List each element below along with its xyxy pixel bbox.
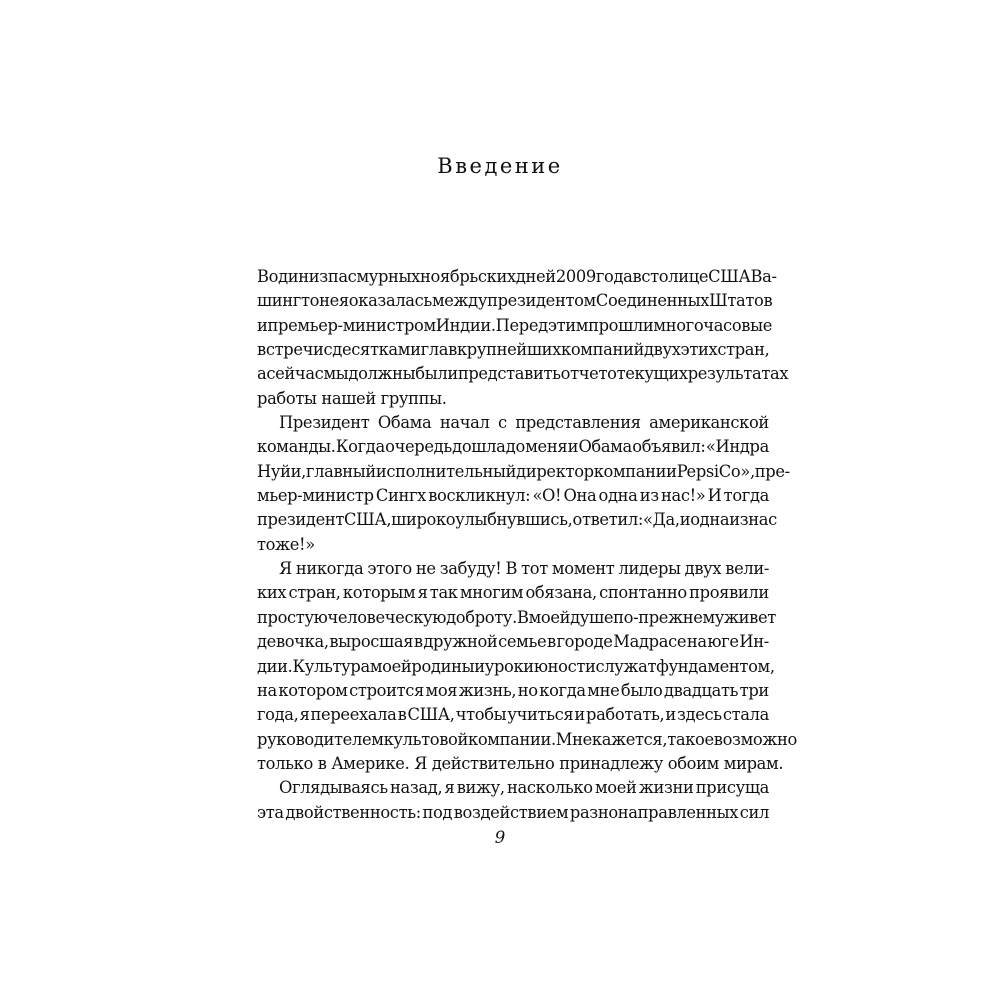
word: тот bbox=[521, 559, 548, 579]
word: встречи bbox=[257, 340, 324, 360]
word: обоим bbox=[667, 753, 719, 773]
word: моей bbox=[528, 607, 571, 627]
word: PepsiCo», bbox=[676, 461, 755, 481]
word: культовой bbox=[383, 729, 469, 749]
word: Ин- bbox=[739, 632, 769, 652]
body-text bbox=[257, 265, 797, 825]
word: я bbox=[417, 583, 428, 603]
word: стран, bbox=[288, 583, 341, 603]
word: работать, bbox=[586, 705, 665, 725]
word: вижу, bbox=[456, 778, 505, 798]
word: были bbox=[415, 364, 458, 384]
word: не bbox=[415, 559, 436, 579]
text-line bbox=[257, 484, 769, 508]
word: Мадрасе bbox=[613, 632, 687, 652]
word: с bbox=[498, 413, 507, 433]
word: в bbox=[546, 632, 556, 652]
word: двух bbox=[643, 340, 681, 360]
word: ноябрьских bbox=[420, 267, 516, 286]
text-line bbox=[257, 557, 769, 581]
word: американской bbox=[649, 413, 769, 433]
word: В bbox=[257, 267, 269, 286]
word: команды. bbox=[257, 437, 336, 457]
word: двойственность: bbox=[285, 802, 421, 822]
word: которым bbox=[342, 583, 416, 603]
word: оказалась bbox=[348, 291, 432, 311]
word: одна bbox=[690, 510, 730, 530]
word: тогда bbox=[723, 486, 769, 506]
word: представить bbox=[457, 364, 561, 384]
word: текущих bbox=[616, 364, 688, 384]
word: проявили bbox=[689, 583, 769, 603]
text-line bbox=[257, 752, 784, 776]
word: результатах bbox=[687, 364, 789, 384]
word: этих bbox=[680, 340, 718, 360]
word: должны bbox=[348, 364, 416, 384]
word: один bbox=[268, 267, 309, 286]
text-line bbox=[257, 362, 789, 386]
word: родины bbox=[411, 656, 475, 676]
word: дошла bbox=[452, 437, 506, 457]
text-line bbox=[257, 387, 769, 411]
word: в bbox=[632, 267, 642, 286]
word: я bbox=[338, 291, 349, 311]
word: насколько bbox=[507, 778, 593, 798]
word: моей bbox=[369, 656, 412, 676]
word: до bbox=[505, 437, 525, 457]
text-line bbox=[257, 581, 769, 605]
word: группы. bbox=[380, 388, 447, 408]
word: широко bbox=[391, 510, 456, 530]
word: момент bbox=[551, 559, 615, 579]
word: года bbox=[595, 267, 633, 286]
word: из bbox=[639, 486, 659, 506]
word: исполнительный bbox=[375, 461, 517, 481]
word: работы bbox=[257, 388, 317, 408]
word: многочасовые bbox=[653, 315, 772, 335]
word: компаний bbox=[561, 340, 644, 360]
word: дии. bbox=[257, 656, 293, 676]
word: под bbox=[422, 802, 453, 822]
word: Культура bbox=[292, 656, 370, 676]
word: разнонаправленных bbox=[569, 802, 739, 822]
word: по-прежнему bbox=[613, 607, 725, 627]
word: юности bbox=[533, 656, 596, 676]
word: нас!» bbox=[660, 486, 706, 506]
word: Оглядываясь bbox=[279, 778, 388, 798]
word: ких bbox=[257, 583, 287, 603]
word: тоже!» bbox=[257, 534, 315, 554]
text-line bbox=[257, 703, 769, 727]
word: этого bbox=[367, 559, 412, 579]
word: столице bbox=[641, 267, 709, 286]
word: доброту. bbox=[446, 607, 517, 627]
word: такое bbox=[667, 729, 714, 749]
word: живет bbox=[724, 607, 776, 627]
word: никогда bbox=[295, 559, 364, 579]
text-line bbox=[257, 338, 769, 362]
text-line bbox=[257, 289, 773, 313]
word: мы bbox=[323, 364, 349, 384]
word: но bbox=[517, 680, 538, 700]
word: двадцать bbox=[663, 680, 739, 700]
word: премьер-министром bbox=[267, 315, 436, 335]
word: уроки bbox=[484, 656, 534, 676]
word: городе bbox=[556, 632, 613, 652]
word: десятками bbox=[332, 340, 421, 360]
word: здесь bbox=[677, 705, 722, 725]
word: шингтоне bbox=[257, 291, 339, 311]
word: чтобы bbox=[455, 705, 507, 725]
word: Америке. bbox=[331, 753, 410, 773]
word: прошли bbox=[588, 315, 654, 335]
word: нашей bbox=[321, 388, 376, 408]
word: мьер-министр bbox=[257, 486, 374, 506]
word: служат bbox=[595, 656, 657, 676]
word: 2009 bbox=[555, 267, 596, 286]
word: США bbox=[708, 267, 751, 286]
word: Она bbox=[563, 486, 597, 506]
word: «Да, bbox=[643, 510, 680, 530]
word: девочка, bbox=[257, 632, 329, 652]
word: я bbox=[444, 778, 455, 798]
word: а bbox=[257, 364, 267, 384]
word: на bbox=[257, 680, 277, 700]
word: Обама bbox=[578, 437, 632, 457]
text-line bbox=[257, 314, 772, 338]
word: Я bbox=[279, 559, 292, 579]
word: и bbox=[567, 437, 579, 457]
word: юге bbox=[707, 632, 739, 652]
word: ответил: bbox=[572, 510, 643, 530]
word: директор bbox=[516, 461, 594, 481]
word: и bbox=[679, 510, 691, 530]
word: Президент bbox=[279, 413, 370, 433]
word: и bbox=[257, 315, 268, 335]
word: руководителем bbox=[257, 729, 384, 749]
text-line bbox=[257, 728, 797, 752]
word: Индии. bbox=[435, 315, 496, 335]
word: этим bbox=[547, 315, 589, 335]
word: о bbox=[607, 364, 617, 384]
word: возможно bbox=[713, 729, 797, 749]
word: кажется, bbox=[591, 729, 668, 749]
word: простую bbox=[257, 607, 328, 627]
word: вели- bbox=[725, 559, 769, 579]
word: компании. bbox=[468, 729, 556, 749]
word: в bbox=[413, 632, 423, 652]
word: стала bbox=[722, 705, 769, 725]
word: Я bbox=[414, 753, 428, 773]
word: три bbox=[739, 680, 769, 700]
word: принадлежу bbox=[559, 753, 663, 773]
word: и bbox=[574, 705, 585, 725]
word: сейчас bbox=[266, 364, 324, 384]
word: Ва- bbox=[750, 267, 777, 286]
word: отчет bbox=[560, 364, 608, 384]
word: пасмурных bbox=[327, 267, 420, 286]
text-line bbox=[257, 460, 790, 484]
text-line bbox=[257, 606, 776, 630]
word: крупнейших bbox=[456, 340, 562, 360]
word: одна bbox=[598, 486, 638, 506]
word: жизнь, bbox=[458, 680, 517, 700]
word: действительно bbox=[431, 753, 555, 773]
word: мирам. bbox=[723, 753, 784, 773]
text-line bbox=[257, 801, 769, 825]
word: Перед bbox=[495, 315, 548, 335]
word: США, bbox=[407, 705, 455, 725]
word: переехала bbox=[310, 705, 397, 725]
word: учиться bbox=[507, 705, 574, 725]
text-line bbox=[257, 508, 777, 532]
word: президент bbox=[257, 510, 345, 530]
word: года, bbox=[257, 705, 299, 725]
text-line bbox=[257, 655, 775, 679]
word: Мне bbox=[555, 729, 592, 749]
page-title: Введение bbox=[437, 154, 563, 178]
word: Штатов bbox=[709, 291, 773, 311]
word: на bbox=[686, 632, 707, 652]
word: из bbox=[308, 267, 328, 286]
word: очередь bbox=[385, 437, 452, 457]
word: я bbox=[299, 705, 310, 725]
word: двух bbox=[684, 559, 722, 579]
word: многим bbox=[459, 583, 524, 603]
word: «Индра bbox=[705, 437, 769, 457]
word: главный bbox=[305, 461, 376, 481]
word: было bbox=[620, 680, 663, 700]
word: глав bbox=[420, 340, 457, 360]
text-line bbox=[257, 533, 769, 557]
word: котором bbox=[278, 680, 348, 700]
word: и bbox=[665, 705, 676, 725]
word: жизни bbox=[638, 778, 694, 798]
word: с bbox=[323, 340, 333, 360]
word: человеческую bbox=[327, 607, 447, 627]
word: воскликнул: bbox=[428, 486, 531, 506]
word: пре- bbox=[754, 461, 790, 481]
word: Нуйи, bbox=[257, 461, 306, 481]
word: и bbox=[474, 656, 485, 676]
word: президентом bbox=[487, 291, 596, 311]
word: компании bbox=[593, 461, 677, 481]
word: нас bbox=[748, 510, 777, 530]
page-number: 9 bbox=[494, 828, 506, 847]
word: Сингх bbox=[375, 486, 426, 506]
text-line bbox=[257, 679, 769, 703]
word: мне bbox=[587, 680, 620, 700]
word: присуща bbox=[695, 778, 769, 798]
word: США, bbox=[344, 510, 392, 530]
word: Обама bbox=[377, 413, 432, 433]
word: обязана, bbox=[525, 583, 597, 603]
word: улыбнувшись, bbox=[455, 510, 573, 530]
word: воздействием bbox=[453, 802, 569, 822]
word: между bbox=[431, 291, 488, 311]
word: выросшая bbox=[329, 632, 414, 652]
word: только bbox=[257, 753, 313, 773]
word: в bbox=[397, 705, 407, 725]
word: В bbox=[516, 607, 529, 627]
word: стран, bbox=[717, 340, 770, 360]
word: фундаментом, bbox=[656, 656, 775, 676]
text-line bbox=[257, 630, 769, 654]
text-line bbox=[257, 435, 769, 459]
word: из bbox=[729, 510, 749, 530]
word: И bbox=[707, 486, 722, 506]
word: назад, bbox=[390, 778, 443, 798]
word: дней bbox=[515, 267, 556, 286]
word: семье bbox=[498, 632, 547, 652]
word: когда bbox=[539, 680, 586, 700]
word: так bbox=[429, 583, 458, 603]
word: меня bbox=[525, 437, 568, 457]
word: дружной bbox=[423, 632, 498, 652]
word: Соединенных bbox=[595, 291, 710, 311]
word: лидеры bbox=[618, 559, 681, 579]
word: моя bbox=[425, 680, 458, 700]
word: объявил: bbox=[632, 437, 706, 457]
word: представления bbox=[515, 413, 641, 433]
word: строится bbox=[349, 680, 424, 700]
text-line bbox=[257, 265, 777, 289]
text-line bbox=[257, 411, 769, 435]
word: сил bbox=[739, 802, 769, 822]
word: «О! bbox=[532, 486, 562, 506]
word: спонтанно bbox=[599, 583, 687, 603]
word: забуду! bbox=[439, 559, 502, 579]
word: в bbox=[317, 753, 327, 773]
word: эта bbox=[257, 802, 284, 822]
word: душе bbox=[570, 607, 614, 627]
word: начал bbox=[439, 413, 490, 433]
word: Когда bbox=[335, 437, 385, 457]
word: В bbox=[505, 559, 518, 579]
text-line bbox=[257, 776, 769, 800]
word: моей bbox=[594, 778, 637, 798]
